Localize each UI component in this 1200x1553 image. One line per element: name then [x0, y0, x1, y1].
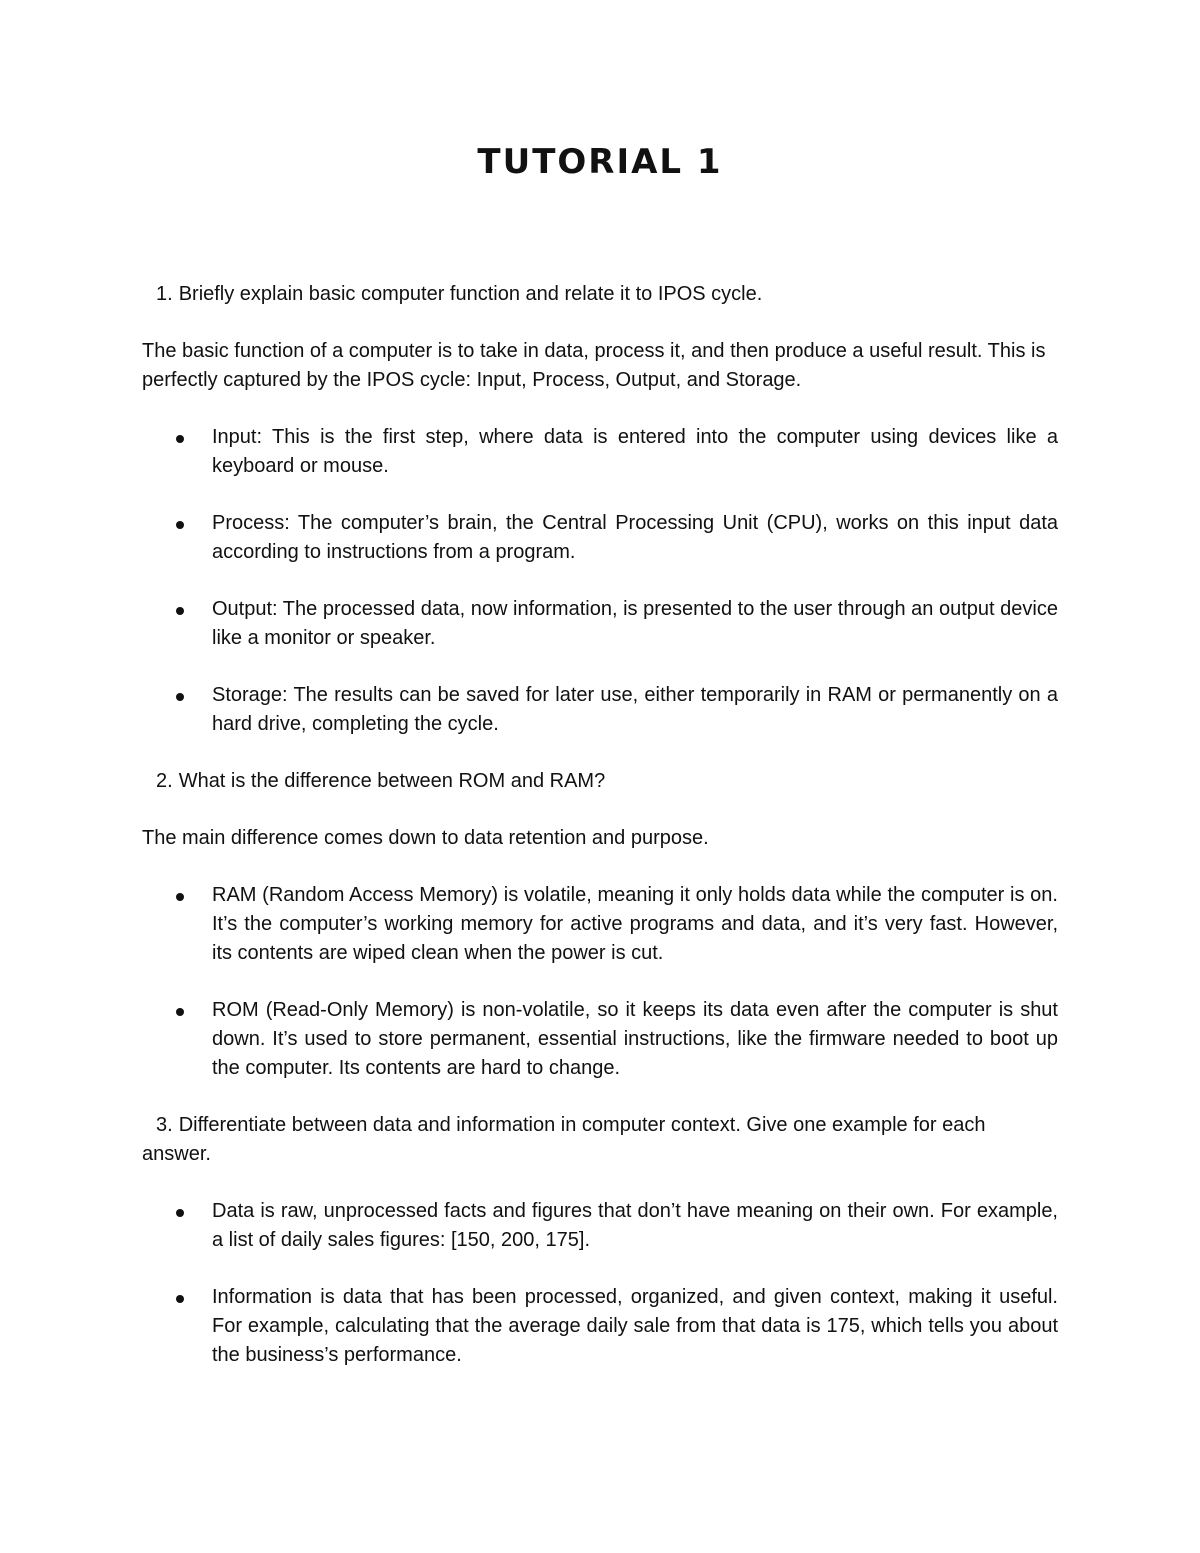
list-item: [142, 1283, 1058, 1370]
list-item-text: Information is data that has been processed, organized, and given context, making it useful. For example, calculating that the average daily sale from that data is 175, which tells you about the business’s performance.: [212, 1286, 1058, 1366]
question-2: [142, 767, 1058, 796]
question-3: [142, 1111, 1058, 1169]
question-number: 3.: [156, 1114, 173, 1136]
list-item-text: Process: The computer’s brain, the Central Processing Unit (CPU), works on this input data according to instructions from a program.: [212, 512, 1058, 563]
bullet-list: [142, 881, 1058, 1083]
question-number: 2.: [156, 770, 173, 792]
list-item: [142, 509, 1058, 567]
list-item: [142, 881, 1058, 968]
bullet-icon: [176, 521, 184, 529]
list-item: [142, 1197, 1058, 1255]
bullet-icon: [176, 693, 184, 701]
list-item-text: Data is raw, unprocessed facts and figures that don’t have meaning on their own. For example, a list of daily sales figures: [150, 200, 175].: [212, 1200, 1058, 1251]
answer-intro: The main difference comes down to data retention and purpose.: [142, 827, 709, 849]
bullet-icon: [176, 1209, 184, 1217]
document-body: [142, 280, 1058, 1398]
question-text: Differentiate between data and information in computer context. Give one example for each answer.: [142, 1114, 986, 1165]
question-1: [142, 280, 1058, 309]
bullet-icon: [176, 607, 184, 615]
question-text: Briefly explain basic computer function and relate it to IPOS cycle.: [178, 283, 763, 305]
question-text: What is the difference between ROM and RAM?: [178, 770, 606, 792]
bullet-icon: [176, 435, 184, 443]
page-title: TUTORIAL 1: [477, 142, 723, 182]
question-number: 1.: [156, 283, 173, 305]
list-item: [142, 595, 1058, 653]
bullet-icon: [176, 893, 184, 901]
list-item: [142, 681, 1058, 739]
list-item-text: RAM (Random Access Memory) is volatile, meaning it only holds data while the computer is on. It’s the computer’s working memory for active programs and data, and it’s very fast. However, its contents are wiped clean when the power is cut.: [212, 884, 1058, 964]
list-item-text: Storage: The results can be saved for later use, either temporarily in RAM or permanently on a hard drive, completing the cycle.: [212, 684, 1058, 735]
list-item: [142, 423, 1058, 481]
list-item-text: Input: This is the first step, where data is entered into the computer using devices like a keyboard or mouse.: [212, 426, 1058, 477]
bullet-icon: [176, 1295, 184, 1303]
bullet-icon: [176, 1008, 184, 1016]
bullet-list: [142, 423, 1058, 739]
bullet-list: [142, 1197, 1058, 1370]
list-item-text: ROM (Read-Only Memory) is non-volatile, so it keeps its data even after the computer is shut down. It’s used to store permanent, essential instructions, like the firmware needed to boot up the computer. Its contents are hard to change.: [212, 999, 1058, 1079]
answer-intro: The basic function of a computer is to take in data, process it, and then produce a useful result. This is perfectly captured by the IPOS cycle: Input, Process, Output, and Storage.: [142, 340, 1046, 391]
list-item: [142, 996, 1058, 1083]
list-item-text: Output: The processed data, now information, is presented to the user through an output device like a monitor or speaker.: [212, 598, 1058, 649]
